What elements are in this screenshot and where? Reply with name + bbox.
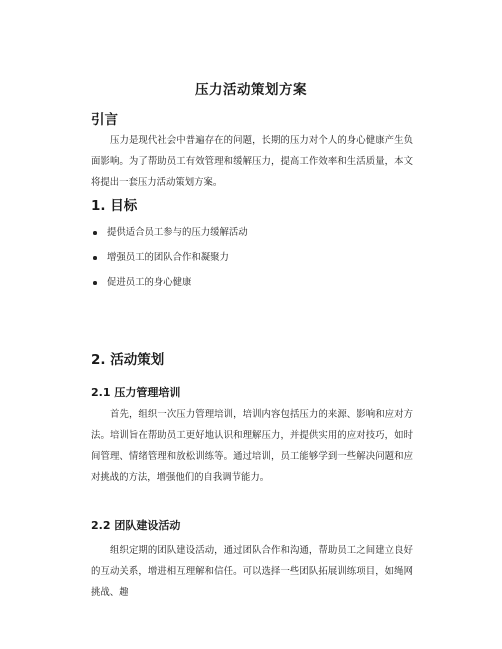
section-paragraph-team: 组织定期的团队建设活动，通过团队合作和沟通，帮助员工之间建立良好的互动关系，增进相互理解和信任。可以选择一些团队拓展训练项目，如绳网挑战、趣 xyxy=(91,545,413,598)
list-item-text: 促进员工的身心健康 xyxy=(107,277,192,288)
list-item xyxy=(91,226,248,251)
goals-heading: 1. 目标 xyxy=(91,198,138,214)
bullet-icon xyxy=(93,231,97,235)
section-paragraph-training: 首先，组织一次压力管理培训，培训内容包括压力的来源、影响和应对方法。培训旨在帮助员工更好地认识和理解压力，并提供实用的应对技巧，如时间管理、情绪管理和放松训练等。通过培训，员工能够学到一些解决问题和应对挑战的方法，增强他们的自我调节能力。 xyxy=(91,409,413,483)
goals-list xyxy=(91,226,248,301)
list-item-text: 增强员工的团队合作和凝聚力 xyxy=(107,252,229,263)
list-item-text: 提供适合员工参与的压力缓解活动 xyxy=(107,227,248,238)
document-title: 压力活动策划方案 xyxy=(195,82,307,98)
intro-paragraph: 压力是现代社会中普遍存在的问题，长期的压力对个人的身心健康产生负面影响。为了帮助员工有效管理和缓解压力，提高工作效率和生活质量，本文将提出一套压力活动策划方案。 xyxy=(91,135,413,188)
intro-heading: 引言 xyxy=(91,112,118,128)
list-item xyxy=(91,251,248,276)
bullet-icon xyxy=(93,281,97,285)
section-heading-team: 2.2 团队建设活动 xyxy=(91,519,181,532)
list-item xyxy=(91,276,248,301)
plan-heading: 2. 活动策划 xyxy=(91,352,165,368)
bullet-icon xyxy=(93,256,97,260)
section-heading-training: 2.1 压力管理培训 xyxy=(91,386,181,399)
